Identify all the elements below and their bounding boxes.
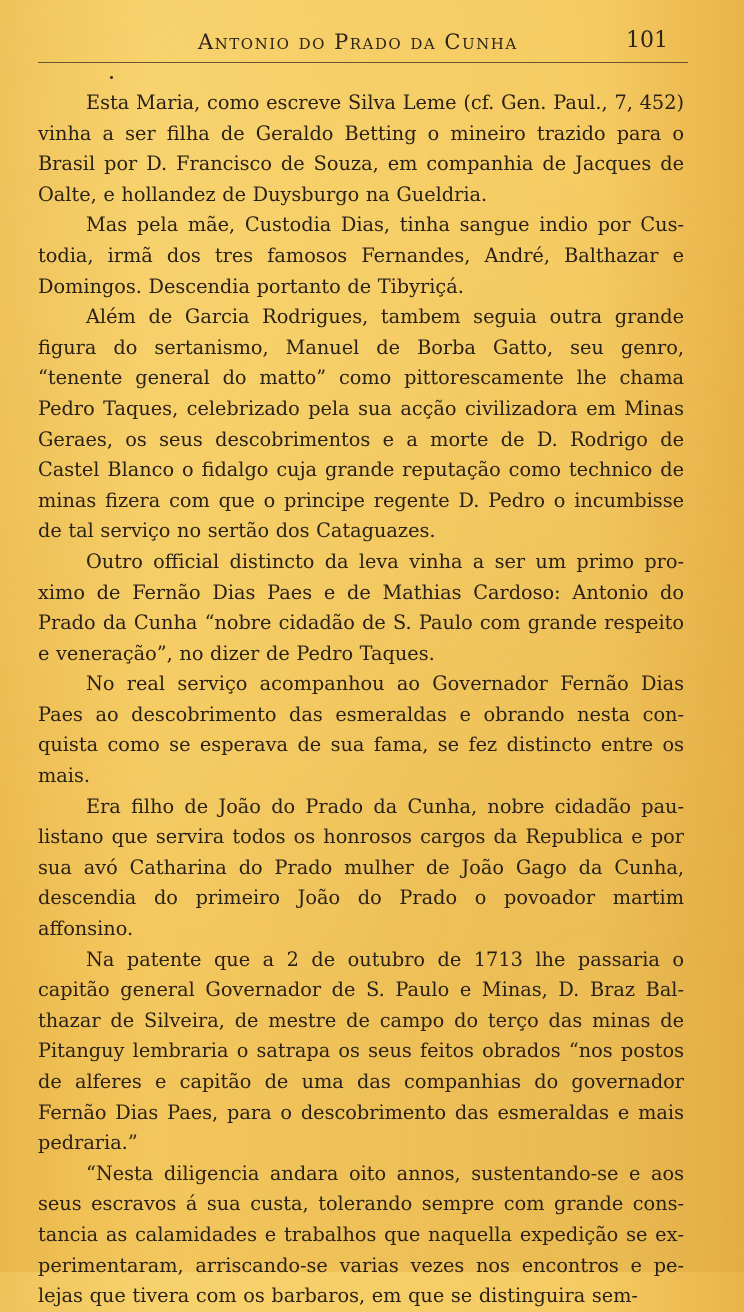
paragraph-3: Além de Garcia Rodrigues, tambem seguia outra grande figura do sertanismo, Manuel de Borba Gatto, seu genro, “tenente general do matto” como pittorescamente lhe chama Pedro Taques, celebrizado pela sua acção civilizadora em Minas Geraes, os seus descobrimentos e a morte de D. Rodrigo de Castel Blanco o fidalgo cuja grande reputação como technico de minas fizera com que o principe regente D. Pedro o incumbisse de tal serviço no sertão dos Cataguazes. xyxy=(38,305,684,543)
page-number: 101 xyxy=(626,28,668,53)
header-rule xyxy=(38,62,688,63)
running-title: Antonio do Prado da Cunha xyxy=(198,30,518,54)
running-head xyxy=(38,26,678,66)
paragraph-4: Outro official distincto da leva vinha a ser um primo proximo de Fernão Dias Paes e de Mathias Cardoso: Antonio do Prado da Cunha “nobre cidadão de S. Paulo com grande respeito e veneração”, no dizer de Pedro Taques. xyxy=(38,549,684,665)
ink-speck xyxy=(110,76,113,79)
paragraph-1: Esta Maria, como escreve Silva Leme (cf. Gen. Paul., 7, 452) vinha a ser filha de Geraldo Betting o mineiro trazido para o Brasil por D. Francisco de Souza, em companhia de Jacques de Oalte, e hollandez de Duysburgo na Gueldria. xyxy=(38,91,684,206)
paragraph-2: Mas pela mãe, Custodia Dias, tinha sangue indio por Custodia, irmã dos tres famosos Fernandes, André, Balthazar e Domingos. Descendia portanto de Tibyriçá. xyxy=(38,213,684,298)
paragraph-5: No real serviço acompanhou ao Governador Fernão Dias Paes ao descobrimento das esmeraldas e obrando nesta conquista como se esperava de sua fama, se fez distincto entre os mais. xyxy=(38,672,684,788)
body-text xyxy=(38,88,684,1312)
paragraph-8: “Nesta diligencia andara oito annos, sustentando-se e aos seus escravos á sua custa, tolerando sempre com grande constancia as calamidades e trabalhos que naquella expedição se experimentaram, arriscando-se varias vezes nos encontros e pelejas que tivera com os barbaros, em que se distinguira sem- xyxy=(38,1161,684,1308)
paragraph-6: Era filho de João do Prado da Cunha, nobre cidadão paulistano que servira todos os honrosos cargos da Republica e por sua avó Catharina do Prado mulher de João Gago da Cunha, descendia do primeiro João do Prado o povoador martim affonsino. xyxy=(38,794,684,941)
paragraph-7: Na patente que a 2 de outubro de 1713 lhe passaria o capitão general Governador de S. Paulo e Minas, D. Braz Balthazar de Silveira, de mestre de campo do terço das minas de Pitanguy lembraria o satrapa os seus feitos obrados “nos postos de alferes e capitão de uma das companhias do governador Fernão Dias Paes, para o descobrimento das esmeraldas e mais pedraria.” xyxy=(38,947,684,1155)
